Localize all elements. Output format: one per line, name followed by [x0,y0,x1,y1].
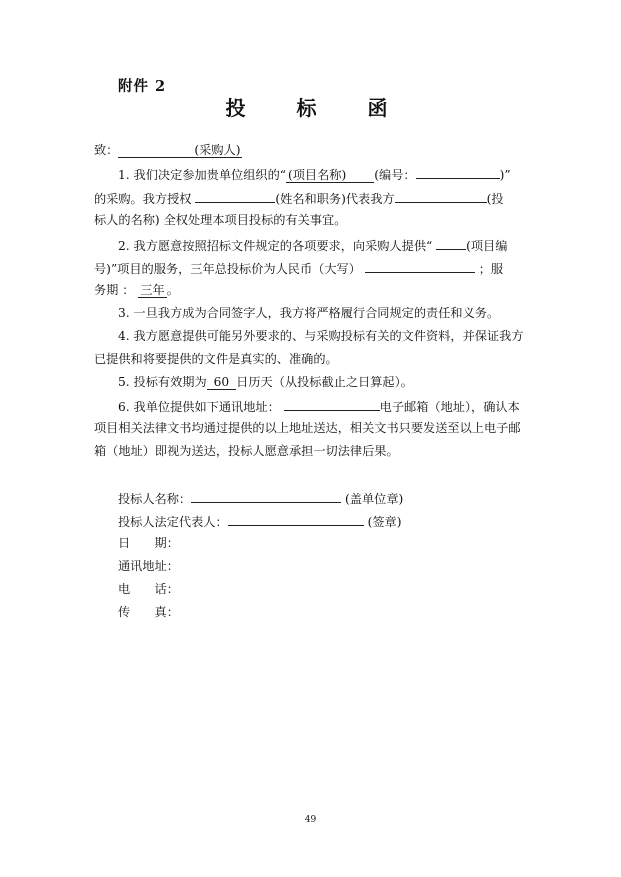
attachment-label: 附件 2 [118,78,167,95]
project-name-blank: (项目名称) [286,168,374,183]
authorized-person-blank [195,189,275,203]
bidder-name-row: 投标人名称： (盖单位章) [118,489,403,507]
paragraph-1-line-3: 标人的名称) 全权处理本项目投标的有关事宜。 [94,213,347,227]
date-row: 日 期： [118,536,179,550]
paragraph-3: 3. 一旦我方成为合同签字人，我方将严格履行合同规定的责任和义务。 [118,306,500,320]
recipient-blank: (采购人) [118,143,242,158]
paragraph-2-line-1: 2. 我方愿意按照招标文件规定的各项要求，向采购人提供“ (项目编 [118,236,507,254]
service-term: 三年 [140,283,165,297]
paragraph-6-line-3: 箱（地址）即视为送达，投标人愿意承担一切法律后果。 [94,444,399,458]
paragraph-1-line-2: 的采购。我方授权 (姓名和职务)代表我方 (投 [94,189,504,207]
legal-representative-blank [228,512,364,526]
paragraph-2-line-2: 号)”项目的服务，三年总投标价为人民币（大写） ；服 [94,259,503,277]
page-title: 投 标 函 [225,96,410,120]
paragraph-6-line-1: 6. 我单位提供如下通讯地址： 电子邮箱（地址），确认本 [118,397,520,415]
recipient-line [94,142,242,158]
paragraph-4-line-1: 4. 我方愿意提供可能另外要求的、与采购投标有关的文件资料，并保证我方 [118,329,524,343]
paragraph-6-line-2: 项目相关法律文书均通过提供的以上地址送达，相关文书只要发送至以上电子邮 [94,421,521,435]
to-label: 致： [94,143,119,157]
bidder-name-signature-blank [191,489,341,503]
phone-row: 电 话： [118,582,179,596]
validity-days: 60 [207,375,237,390]
address-row: 通讯地址： [118,559,179,573]
paragraph-5: 5. 投标有效期为 60 日历天（从投标截止之日算起）。 [118,375,413,389]
project-number-blank [416,165,500,179]
fax-row: 传 真： [118,605,179,619]
bidder-name-blank [395,189,487,203]
paragraph-1-line-1: 1. 我们决定参加贵单位组织的“ (项目名称) (编号： )” [118,165,511,183]
page-number: 49 [304,815,317,825]
paragraph-2-line-3: 务期 ： 三年 。 [94,283,179,297]
total-price-blank [365,259,475,273]
legal-representative-row: 投标人法定代表人： (签章) [118,512,401,530]
paragraph-4-line-2: 已提供和将要提供的文件是真实的、准确的。 [94,352,338,366]
mailing-address-blank [284,397,380,411]
project-code-blank [436,236,466,250]
